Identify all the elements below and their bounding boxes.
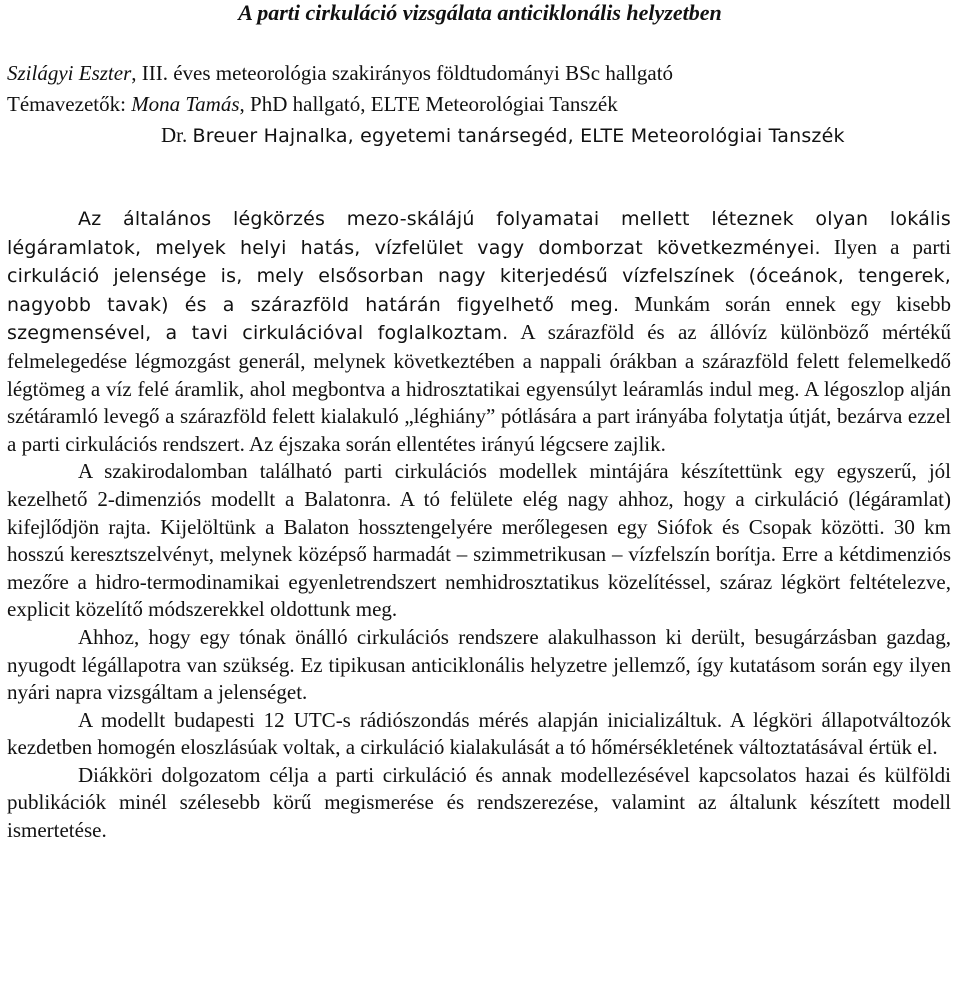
- paragraph-1-part-b: Ilyen a parti: [820, 234, 951, 259]
- paragraph-1-part-d: Munkám során ennek egy kisebb: [619, 291, 951, 316]
- supervisor-line-1: [7, 89, 951, 120]
- paragraph-5: Diákköri dolgozatom célja a parti cirkuláció és annak modellezésével kapcsolatos hazai és külföldi publikációk minél szélesebb körű megismerése és rendszerezése, valamint az általunk készített modell ismertetése.: [7, 762, 951, 843]
- paragraph-1-part-e: szegmensével, a tavi cirkulációval foglalkoztam.: [7, 322, 509, 345]
- paragraph-4: A modellt budapesti 12 UTC-s rádiószondás mérés alapján inicializáltuk. A légköri állapotváltozók kezdetben homogén eloszlásúak voltak, a cirkuláció kialakulását a tó hőmérsékletének változtatásával értük el.: [7, 707, 951, 760]
- paragraph-2: A szakirodalomban található parti cirkulációs modellek mintájára készítettünk egy egyszerű, jól kezelhető 2-dimenziós modellt a Balatonra. A tó felülete elég nagy ahhoz, hogy a cirkuláció (légáramlat) kifejlődjön rajta. Kijelöltünk a Balaton hossztengelyére merőlegesen egy Siófok és Csopak közötti. 30 km hosszú keresztszelvényt, melynek középső harmadát – szimmetrikusan – vízfelszín borítja. Erre a kétdimenziós mezőre a hidro-termodinamikai egyenletrendszert nemhidrosztatikus közelítéssel, száraz légkört feltételezve, explicit közelítő módszerekkel oldottunk meg.: [7, 459, 951, 622]
- document-title: A parti cirkuláció vizsgálata anticiklonális helyzetben: [238, 0, 722, 25]
- author-block: [7, 58, 951, 152]
- supervisor-2-details: Breuer Hajnalka, egyetemi tanársegéd, ELTE Meteorológiai Tanszék: [192, 125, 845, 147]
- abstract-body: [7, 205, 951, 845]
- author-line: [7, 58, 951, 89]
- supervisor-line-2: [7, 120, 951, 152]
- paragraph-1-part-a: Az általános légkörzés mezo-skálájú folyamatai mellett léteznek olyan lokális légáramlatok, melyek helyi hatás, vízfelület vagy domborzat következményei.: [7, 208, 951, 259]
- paragraph-1: [7, 205, 951, 458]
- author-name: Szilágyi Eszter: [7, 61, 132, 85]
- supervisor-1-details: , PhD hallgató, ELTE Meteorológiai Tanszék: [239, 92, 618, 116]
- supervisor-1-name: Mona Tamás: [131, 92, 240, 116]
- supervisor-2-prefix: Dr.: [161, 123, 193, 147]
- paragraph-3: Ahhoz, hogy egy tónak önálló cirkulációs rendszere alakulhasson ki derült, besugárzásban gazdag, nyugodt légállapotra van szükség. Ez tipikusan anticiklonális helyzetre jellemző, így kutatásom során egy ilyen nyári napra vizsgáltam a jelenséget.: [7, 624, 951, 705]
- supervisors-label: Témavezetők:: [7, 92, 132, 116]
- paragraph-1-part-f: A szárazföld és az állóvíz különböző mértékű felmelegedése légmozgást generál, melynek következtében a nappali órákban a szárazföld felett felemelkedő légtömeg a víz felé áramlik, ahol megbontva a hidrosztatikai egyensúlyt leáramlás indul meg. A légoszlop alján szétáramló levegő a szárazföld felett kialakuló „léghiány” pótlására a part irányába folytatja útját, bezárva ezzel a parti cirkulációs rendszert. Az éjszaka során ellentétes irányú légcsere zajlik.: [7, 320, 951, 456]
- paragraph-1-part-c: cirkuláció jelensége is, mely elsősorban nagy kiterjedésű vízfelszínek (óceánok, tengerek, nagyobb tavak) és a szárazföld határán figyelhető meg.: [7, 265, 951, 316]
- author-details: , III. éves meteorológia szakirányos földtudományi BSc hallgató: [131, 61, 674, 85]
